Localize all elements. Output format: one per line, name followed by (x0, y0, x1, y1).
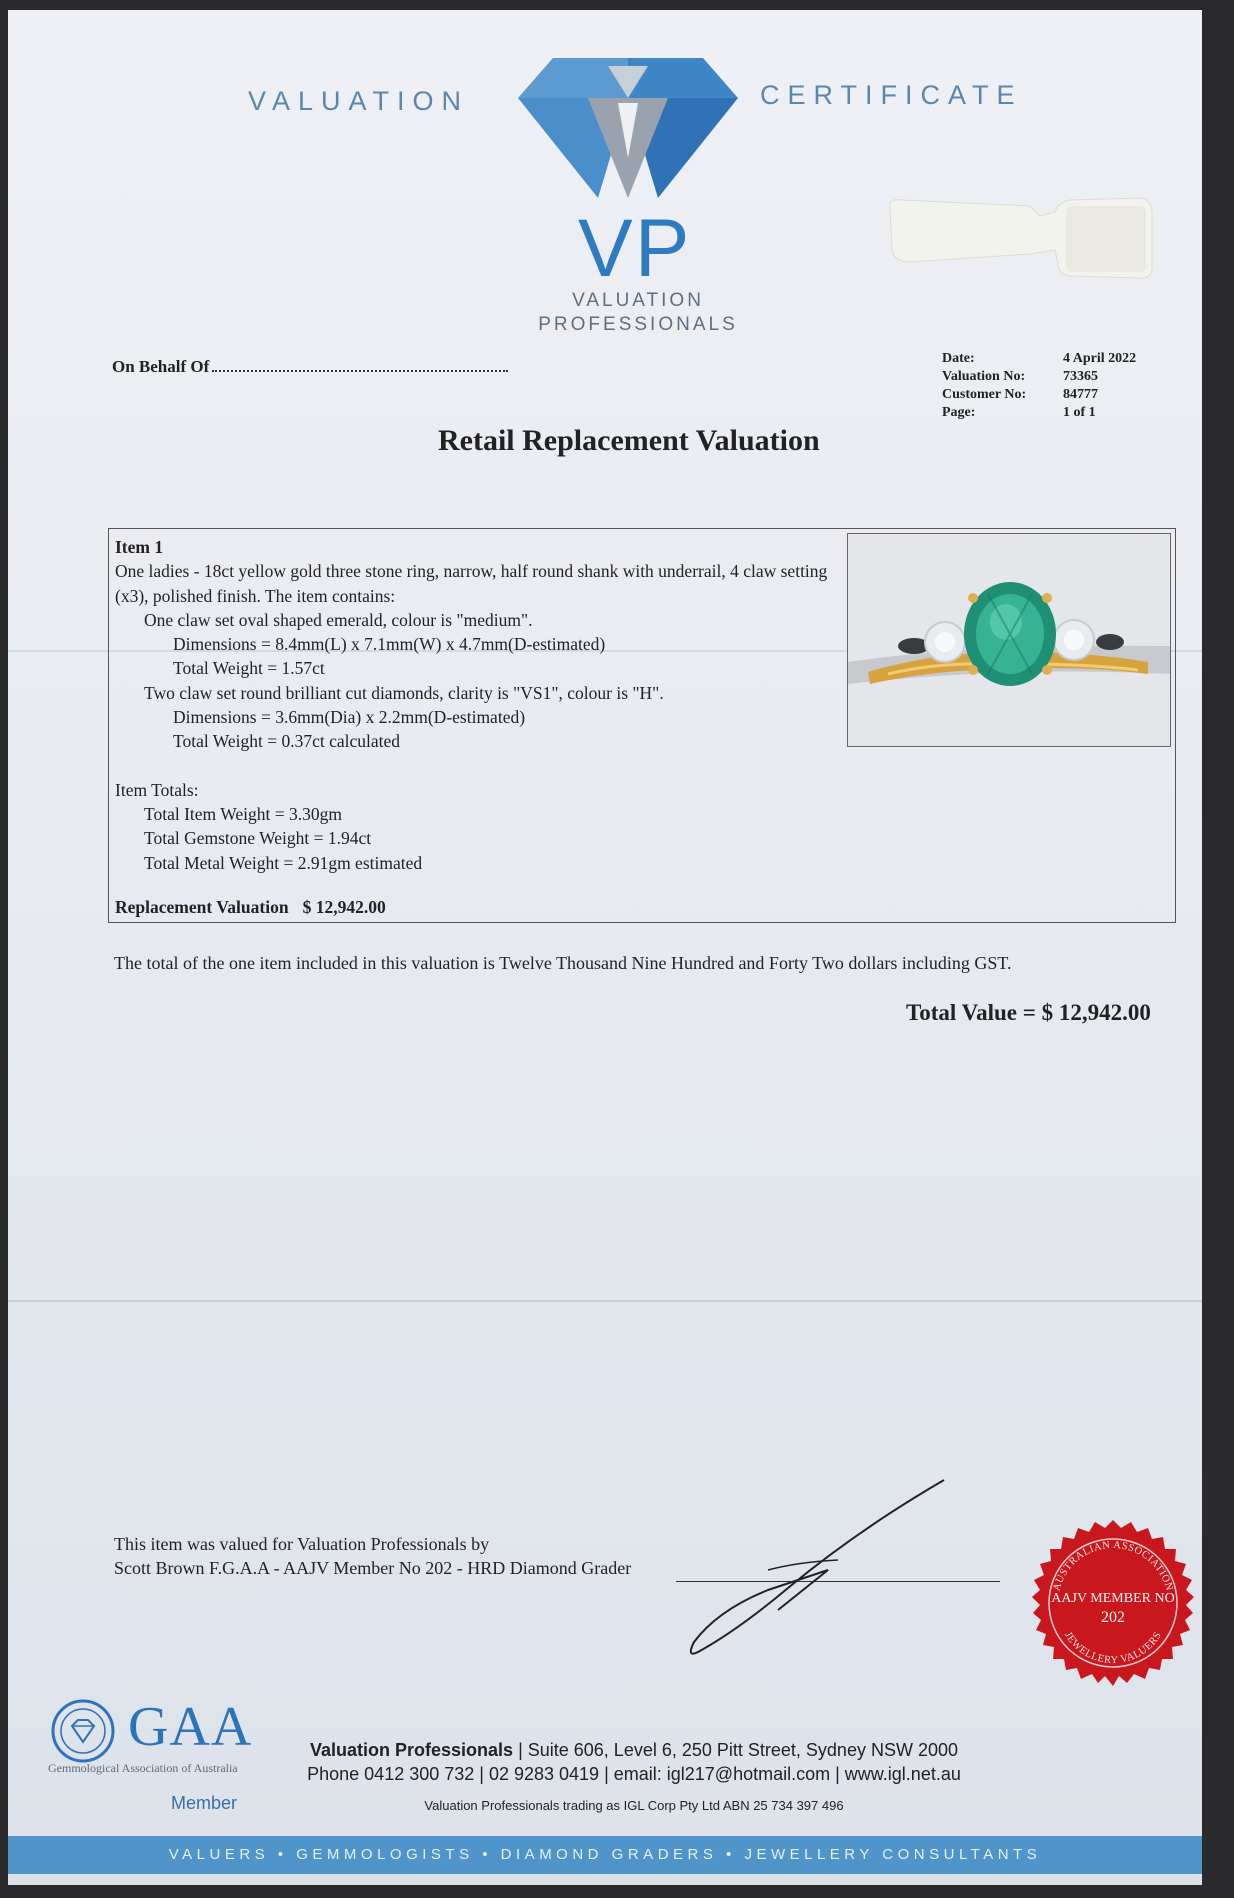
item-heading: Item 1 (115, 537, 164, 557)
paper-crease (8, 1300, 1202, 1302)
certificate-page (8, 10, 1202, 1885)
footer-address-text: | Suite 606, Level 6, 250 Pitt Street, Sydney NSW 2000 (518, 1740, 958, 1760)
valued-by-line2: Scott Brown F.G.A.A - AAJV Member No 202 - HRD Diamond Grader (114, 1558, 632, 1578)
gaa-member: Member (171, 1793, 238, 1813)
security-tag-sticker (880, 192, 1160, 284)
item-totals-heading: Item Totals: (115, 779, 199, 800)
valued-by-block (114, 1532, 631, 1580)
valued-by-line1: This item was valued for Valuation Professionals by (114, 1534, 490, 1554)
on-behalf-label: On Behalf Of (112, 357, 210, 376)
aajv-seal (1028, 1518, 1198, 1688)
total-value: Total Value = $ 12,942.00 (906, 1000, 1151, 1025)
valuation-no-label: Valuation No: (942, 369, 1026, 384)
customer-no-value: 84777 (1063, 387, 1098, 402)
emerald-dimensions: Dimensions = 8.4mm(L) x 7.1mm(W) x 4.7mm(D-estimated) (173, 634, 606, 655)
gaa-emblem-icon (50, 1698, 116, 1764)
customer-no-label: Customer No: (942, 387, 1027, 402)
emerald-line: One claw set oval shaped emerald, colour is "medium". (144, 609, 533, 630)
replacement-value: $ 12,942.00 (302, 897, 386, 917)
footer-company: Valuation Professionals (309, 1740, 514, 1760)
total-gemstone-weight: Total Gemstone Weight = 1.94ct (144, 828, 372, 849)
item-description: One ladies - 18ct yellow gold three stone ring, narrow, half round shank with underrail, 4 claw setting (x3), polished finish. The item contains: (115, 561, 828, 606)
seal-arc-top: AUSTRALIAN ASSOCIATION (1051, 1539, 1175, 1593)
replacement-label: Replacement Valuation (115, 897, 289, 917)
header-left-word: VALUATION (248, 86, 470, 116)
footer-trading: Valuation Professionals trading as IGL Corp Pty Ltd ABN 25 734 397 496 (424, 1798, 844, 1813)
diamond-dimensions: Dimensions = 3.6mm(Dia) x 2.2mm(D-estimated) (173, 707, 526, 728)
on-behalf-dotted-line (212, 356, 508, 372)
total-item-weight: Total Item Weight = 3.30gm (144, 803, 342, 824)
item-box (108, 528, 1176, 923)
footer-address (264, 1740, 1004, 1761)
footer-bar: VALUERS • GEMMOLOGISTS • DIAMOND GRADERS • JEWELLERY CONSULTANTS (8, 1836, 1202, 1874)
footer-contact: Phone 0412 300 732 | 02 9283 0419 | email: igl217@hotmail.com | www.igl.net.au (307, 1764, 961, 1784)
ring-photo (847, 533, 1171, 747)
seal-line1: AAJV MEMBER NO (1051, 1591, 1175, 1606)
diamond-weight: Total Weight = 0.37ct calculated (173, 731, 401, 752)
signature (678, 1470, 958, 1670)
seal-arc-bottom: JEWELLERY VALUERS (1062, 1630, 1164, 1667)
page-value: 1 of 1 (1063, 405, 1096, 420)
valuation-no-value: 73365 (1063, 369, 1098, 384)
date-value: 4 April 2022 (1063, 351, 1137, 366)
logo-initials: VP (578, 203, 692, 294)
diamond-logo-icon (518, 58, 738, 208)
date-label: Date: (942, 351, 975, 366)
total-metal-weight: Total Metal Weight = 2.91gm estimated (144, 852, 423, 873)
logo-line1: VALUATION (572, 290, 704, 311)
seal-line2: 202 (1101, 1609, 1125, 1626)
header-right-word: CERTIFICATE (760, 80, 1023, 110)
on-behalf-of (112, 356, 508, 377)
emerald-weight: Total Weight = 1.57ct (173, 658, 325, 679)
item-description-block (115, 535, 850, 875)
total-sentence: The total of the one item included in this valuation is Twelve Thousand Nine Hundred and Forty Two dollars including GST. (114, 953, 1012, 973)
ring-image (848, 534, 1170, 746)
replacement-valuation (115, 897, 400, 918)
document-title: Retail Replacement Valuation (438, 424, 820, 457)
gaa-name: GAA (128, 1696, 253, 1758)
meta-block (942, 350, 1136, 422)
page-label: Page: (942, 405, 976, 420)
logo-line2: PROFESSIONALS (538, 314, 738, 335)
gaa-full-name: Gemmological Association of Australia (48, 1761, 238, 1775)
diamond-line: Two claw set round brilliant cut diamonds, clarity is "VS1", colour is "H". (144, 682, 664, 703)
